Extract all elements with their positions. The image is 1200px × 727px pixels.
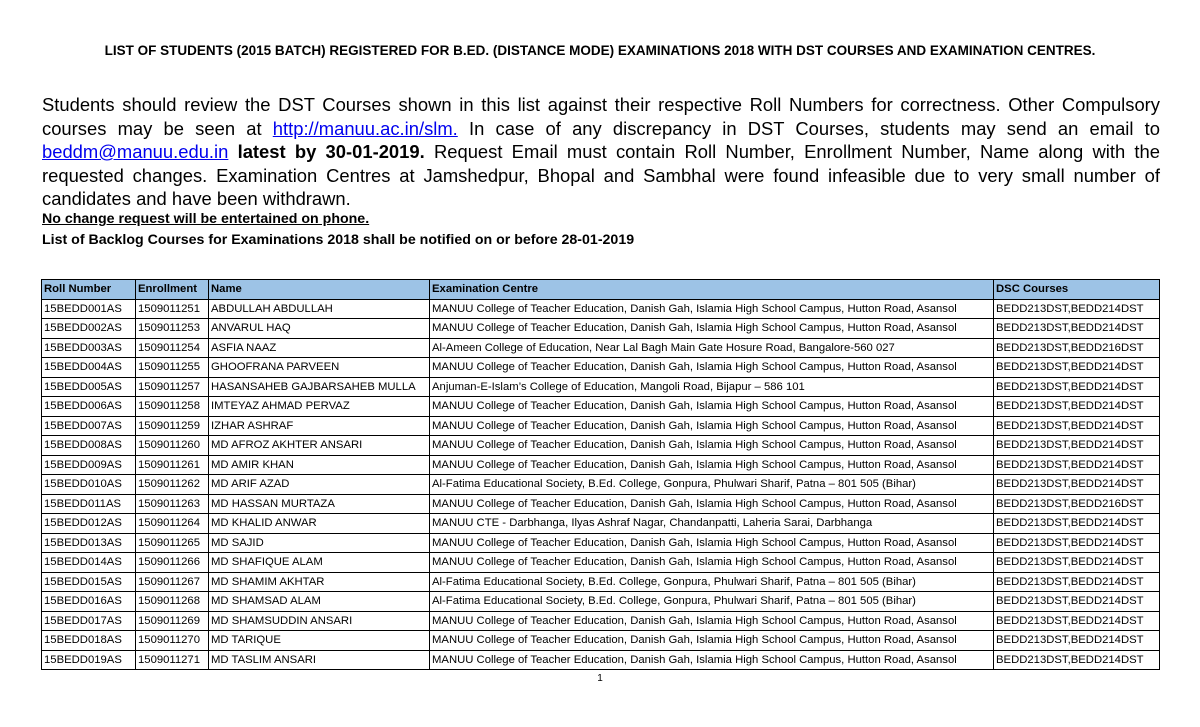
table-row — [42, 358, 1160, 378]
table-row — [42, 416, 1160, 436]
cell-enrollment: 1509011267 — [136, 572, 209, 592]
cell-roll-number: 15BEDD018AS — [42, 631, 136, 651]
header-dsc-courses: DSC Courses — [994, 280, 1160, 300]
cell-roll-number: 15BEDD011AS — [42, 494, 136, 514]
table-row — [42, 514, 1160, 534]
cell-name: MD ARIF AZAD — [209, 475, 430, 495]
cell-name: IMTEYAZ AHMAD PERVAZ — [209, 397, 430, 417]
instructions-text-1: Students should review the DST Courses shown in this list against their respective Roll Numbers for correctness. Other Compulsory courses may be seen at — [42, 94, 1160, 139]
backlog-notice: List of Backlog Courses for Examinations 2018 shall be notified on or before 28-01-2019 — [42, 232, 635, 248]
table-row — [42, 436, 1160, 456]
cell-name: ASFIA NAAZ — [209, 338, 430, 358]
cell-dsc-courses: BEDD213DST,BEDD216DST — [994, 338, 1160, 358]
cell-examination-centre: MANUU College of Teacher Education, Danish Gah, Islamia High School Campus, Hutton Road, Asansol — [430, 631, 994, 651]
cell-roll-number: 15BEDD009AS — [42, 455, 136, 475]
cell-name: MD SHAMIM AKHTAR — [209, 572, 430, 592]
table-row — [42, 533, 1160, 553]
cell-examination-centre: MANUU College of Teacher Education, Danish Gah, Islamia High School Campus, Hutton Road, Asansol — [430, 416, 994, 436]
cell-enrollment: 1509011254 — [136, 338, 209, 358]
header-enrollment: Enrollment — [136, 280, 209, 300]
cell-name: GHOOFRANA PARVEEN — [209, 358, 430, 378]
cell-roll-number: 15BEDD002AS — [42, 319, 136, 339]
cell-name: MD TARIQUE — [209, 631, 430, 651]
slm-link[interactable]: http://manuu.ac.in/slm. — [272, 117, 458, 139]
header-name: Name — [209, 280, 430, 300]
cell-dsc-courses: BEDD213DST,BEDD214DST — [994, 358, 1160, 378]
cell-dsc-courses: BEDD213DST,BEDD214DST — [994, 514, 1160, 534]
table-row — [42, 319, 1160, 339]
deadline-text: latest by 30-01-2019. — [228, 141, 425, 162]
cell-dsc-courses: BEDD213DST,BEDD214DST — [994, 299, 1160, 319]
cell-examination-centre: MANUU College of Teacher Education, Danish Gah, Islamia High School Campus, Hutton Road, Asansol — [430, 494, 994, 514]
table-row — [42, 455, 1160, 475]
cell-dsc-courses: BEDD213DST,BEDD214DST — [994, 397, 1160, 417]
cell-enrollment: 1509011257 — [136, 377, 209, 397]
cell-examination-centre: MANUU College of Teacher Education, Danish Gah, Islamia High School Campus, Hutton Road, Asansol — [430, 436, 994, 456]
document-title: LIST OF STUDENTS (2015 BATCH) REGISTERED FOR B.ED. (DISTANCE MODE) EXAMINATIONS 2018 WITH DST COURSES AND EXAMINATION CENTRES. — [104, 43, 1096, 58]
cell-examination-centre: MANUU College of Teacher Education, Danish Gah, Islamia High School Campus, Hutton Road, Asansol — [430, 533, 994, 553]
students-table — [41, 279, 1160, 670]
cell-roll-number: 15BEDD010AS — [42, 475, 136, 495]
cell-name: MD HASSAN MURTAZA — [209, 494, 430, 514]
cell-name: MD SHAMSAD ALAM — [209, 592, 430, 612]
cell-roll-number: 15BEDD014AS — [42, 553, 136, 573]
cell-examination-centre: Al-Ameen College of Education, Near Lal Bagh Main Gate Hosure Road, Bangalore-560 027 — [430, 338, 994, 358]
cell-dsc-courses: BEDD213DST,BEDD214DST — [994, 475, 1160, 495]
cell-examination-centre: MANUU College of Teacher Education, Danish Gah, Islamia High School Campus, Hutton Road, Asansol — [430, 611, 994, 631]
cell-examination-centre: Al-Fatima Educational Society, B.Ed. College, Gonpura, Phulwari Sharif, Patna – 801 505 (Bihar) — [430, 475, 994, 495]
cell-enrollment: 1509011264 — [136, 514, 209, 534]
cell-enrollment: 1509011262 — [136, 475, 209, 495]
cell-enrollment: 1509011266 — [136, 553, 209, 573]
cell-name: MD AFROZ AKHTER ANSARI — [209, 436, 430, 456]
cell-enrollment: 1509011271 — [136, 650, 209, 670]
cell-name: IZHAR ASHRAF — [209, 416, 430, 436]
cell-roll-number: 15BEDD012AS — [42, 514, 136, 534]
cell-dsc-courses: BEDD213DST,BEDD214DST — [994, 436, 1160, 456]
cell-examination-centre: Anjuman-E-Islam’s College of Education, Mangoli Road, Bijapur – 586 101 — [430, 377, 994, 397]
cell-examination-centre: MANUU CTE - Darbhanga, Ilyas Ashraf Nagar, Chandanpatti, Laheria Sarai, Darbhanga — [430, 514, 994, 534]
table-row — [42, 592, 1160, 612]
cell-enrollment: 1509011268 — [136, 592, 209, 612]
cell-roll-number: 15BEDD016AS — [42, 592, 136, 612]
cell-enrollment: 1509011258 — [136, 397, 209, 417]
cell-enrollment: 1509011269 — [136, 611, 209, 631]
cell-enrollment: 1509011259 — [136, 416, 209, 436]
table-header-row — [42, 280, 1160, 300]
cell-dsc-courses: BEDD213DST,BEDD214DST — [994, 631, 1160, 651]
cell-examination-centre: MANUU College of Teacher Education, Danish Gah, Islamia High School Campus, Hutton Road, Asansol — [430, 397, 994, 417]
cell-enrollment: 1509011270 — [136, 631, 209, 651]
cell-enrollment: 1509011261 — [136, 455, 209, 475]
cell-examination-centre: Al-Fatima Educational Society, B.Ed. College, Gonpura, Phulwari Sharif, Patna – 801 505 (Bihar) — [430, 592, 994, 612]
header-examination-centre: Examination Centre — [430, 280, 994, 300]
cell-enrollment: 1509011263 — [136, 494, 209, 514]
cell-dsc-courses: BEDD213DST,BEDD214DST — [994, 455, 1160, 475]
page-number: 1 — [597, 673, 603, 684]
cell-name: MD KHALID ANWAR — [209, 514, 430, 534]
table-row — [42, 475, 1160, 495]
cell-dsc-courses: BEDD213DST,BEDD214DST — [994, 572, 1160, 592]
cell-roll-number: 15BEDD008AS — [42, 436, 136, 456]
cell-examination-centre: MANUU College of Teacher Education, Danish Gah, Islamia High School Campus, Hutton Road, Asansol — [430, 319, 994, 339]
table-row — [42, 553, 1160, 573]
phone-notice: No change request will be entertained on phone. — [42, 211, 370, 227]
cell-name: MD SAJID — [209, 533, 430, 553]
cell-roll-number: 15BEDD004AS — [42, 358, 136, 378]
cell-examination-centre: MANUU College of Teacher Education, Danish Gah, Islamia High School Campus, Hutton Road, Asansol — [430, 455, 994, 475]
cell-examination-centre: MANUU College of Teacher Education, Danish Gah, Islamia High School Campus, Hutton Road, Asansol — [430, 358, 994, 378]
cell-name: HASANSAHEB GAJBARSAHEB MULLA — [209, 377, 430, 397]
cell-examination-centre: MANUU College of Teacher Education, Danish Gah, Islamia High School Campus, Hutton Road, Asansol — [430, 553, 994, 573]
cell-enrollment: 1509011251 — [136, 299, 209, 319]
table-row — [42, 299, 1160, 319]
cell-name: MD SHAMSUDDIN ANSARI — [209, 611, 430, 631]
table-row — [42, 631, 1160, 651]
cell-examination-centre: MANUU College of Teacher Education, Danish Gah, Islamia High School Campus, Hutton Road, Asansol — [430, 299, 994, 319]
table-row — [42, 494, 1160, 514]
cell-roll-number: 15BEDD007AS — [42, 416, 136, 436]
cell-dsc-courses: BEDD213DST,BEDD214DST — [994, 416, 1160, 436]
cell-dsc-courses: BEDD213DST,BEDD214DST — [994, 650, 1160, 670]
instructions-paragraph — [42, 93, 1160, 211]
cell-name: MD AMIR KHAN — [209, 455, 430, 475]
table-row — [42, 377, 1160, 397]
cell-roll-number: 15BEDD017AS — [42, 611, 136, 631]
table-row — [42, 397, 1160, 417]
cell-roll-number: 15BEDD013AS — [42, 533, 136, 553]
cell-roll-number: 15BEDD015AS — [42, 572, 136, 592]
table-row — [42, 611, 1160, 631]
header-roll-number: Roll Number — [42, 280, 136, 300]
cell-enrollment: 1509011265 — [136, 533, 209, 553]
table-row — [42, 650, 1160, 670]
cell-roll-number: 15BEDD019AS — [42, 650, 136, 670]
cell-dsc-courses: BEDD213DST,BEDD214DST — [994, 533, 1160, 553]
cell-roll-number: 15BEDD006AS — [42, 397, 136, 417]
email-link[interactable]: beddm@manuu.edu.in — [42, 141, 229, 162]
table-row — [42, 572, 1160, 592]
cell-examination-centre: MANUU College of Teacher Education, Danish Gah, Islamia High School Campus, Hutton Road, Asansol — [430, 650, 994, 670]
cell-dsc-courses: BEDD213DST,BEDD214DST — [994, 319, 1160, 339]
cell-name: MD TASLIM ANSARI — [209, 650, 430, 670]
cell-dsc-courses: BEDD213DST,BEDD214DST — [994, 611, 1160, 631]
instructions-text-3: Request Email must contain Roll Number, Enrollment Number, Name along with the requested changes. Examination Centres at Jamshedpur, Bhopal and Sambhal were found infeasible due to very small number of candidates and have been withdrawn. — [42, 141, 1161, 209]
instructions-text-2: In case of any discrepancy in DST Courses, students may send an email to — [457, 117, 1160, 139]
cell-enrollment: 1509011253 — [136, 319, 209, 339]
cell-dsc-courses: BEDD213DST,BEDD216DST — [994, 494, 1160, 514]
cell-enrollment: 1509011255 — [136, 358, 209, 378]
cell-roll-number: 15BEDD001AS — [42, 299, 136, 319]
cell-name: ABDULLAH ABDULLAH — [209, 299, 430, 319]
table-row — [42, 338, 1160, 358]
cell-dsc-courses: BEDD213DST,BEDD214DST — [994, 592, 1160, 612]
cell-dsc-courses: BEDD213DST,BEDD214DST — [994, 553, 1160, 573]
cell-examination-centre: Al-Fatima Educational Society, B.Ed. College, Gonpura, Phulwari Sharif, Patna – 801 505 (Bihar) — [430, 572, 994, 592]
cell-dsc-courses: BEDD213DST,BEDD214DST — [994, 377, 1160, 397]
cell-enrollment: 1509011260 — [136, 436, 209, 456]
cell-roll-number: 15BEDD003AS — [42, 338, 136, 358]
cell-roll-number: 15BEDD005AS — [42, 377, 136, 397]
cell-name: MD SHAFIQUE ALAM — [209, 553, 430, 573]
cell-name: ANVARUL HAQ — [209, 319, 430, 339]
